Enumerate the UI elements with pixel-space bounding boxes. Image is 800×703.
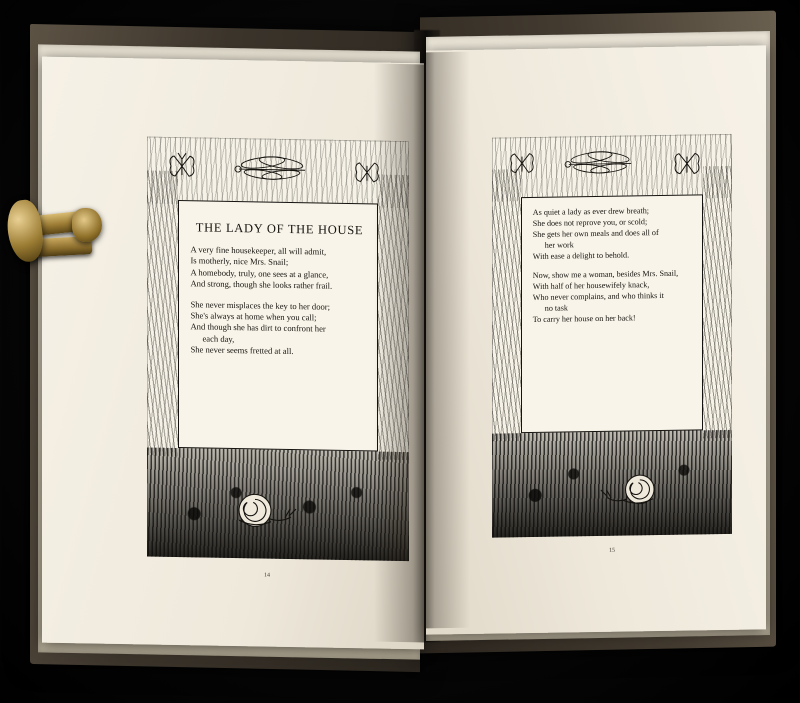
snail-icon: [225, 490, 305, 531]
poem-line: She gets her own meals and does all of: [532, 228, 659, 239]
illustrated-plate-left: [147, 136, 409, 561]
stanza: [533, 204, 694, 262]
butterfly-icon: [506, 149, 538, 178]
poem-right: [521, 194, 703, 433]
poem-line: Who never complains, and who thinks it: [532, 290, 664, 302]
poem-left: [178, 200, 377, 451]
grass-right-border-icon: [703, 166, 732, 438]
poem-line: A homebody, truly, one sees at a glance,: [190, 267, 329, 280]
poem-line: As quiet a lady as ever drew breath;: [532, 206, 649, 217]
stanza: [190, 244, 368, 293]
open-book: [22, 8, 782, 680]
poem-line: And strong, though she looks rather frail.: [190, 278, 333, 291]
illustrated-plate-right: [492, 134, 732, 538]
page-right: [426, 45, 766, 634]
book-weight: [14, 190, 106, 286]
poem-line: She does not reprove you, or scold;: [532, 217, 648, 228]
dragonfly-icon: [229, 150, 315, 188]
poem-title: THE LADY OF THE HOUSE: [195, 220, 364, 238]
poem-line: With half of her housewifely knack,: [532, 280, 650, 291]
snail-icon: [598, 471, 674, 512]
poem-line: Now, show me a woman, besides Mrs. Snail,: [532, 268, 679, 280]
poem-line: And though she has dirt to confront her: [190, 321, 326, 335]
stanza: [533, 267, 694, 325]
grass-left-border-icon: [147, 170, 178, 456]
grass-right-border-icon: [378, 174, 409, 460]
poem-line: her work: [544, 240, 574, 250]
page-number-left: 14: [264, 572, 270, 579]
poem-line: To carry her house on her back!: [532, 313, 636, 324]
dragonfly-icon: [558, 145, 642, 180]
poem-line: A very fine housekeeper, all will admit,: [190, 244, 327, 257]
poem-line: She never misplaces the key to her door;: [190, 298, 331, 312]
poem-line: no task: [544, 303, 568, 313]
poem-line: She never seems fretted at all.: [190, 344, 294, 357]
book-weight-tip: [72, 208, 102, 242]
butterfly-icon: [165, 151, 199, 182]
poem-line: She's always at home when you call;: [190, 310, 317, 323]
butterfly-icon: [351, 158, 383, 187]
poem-line: With ease a delight to behold.: [532, 250, 630, 261]
butterfly-icon: [670, 148, 704, 179]
poem-line: Is motherly, nice Mrs. Snail;: [190, 255, 289, 268]
grass-left-border-icon: [492, 169, 521, 441]
page-number-right: 15: [609, 547, 615, 554]
stanza: [190, 299, 368, 359]
poem-line: each day,: [202, 333, 235, 344]
page-left: [42, 57, 424, 650]
